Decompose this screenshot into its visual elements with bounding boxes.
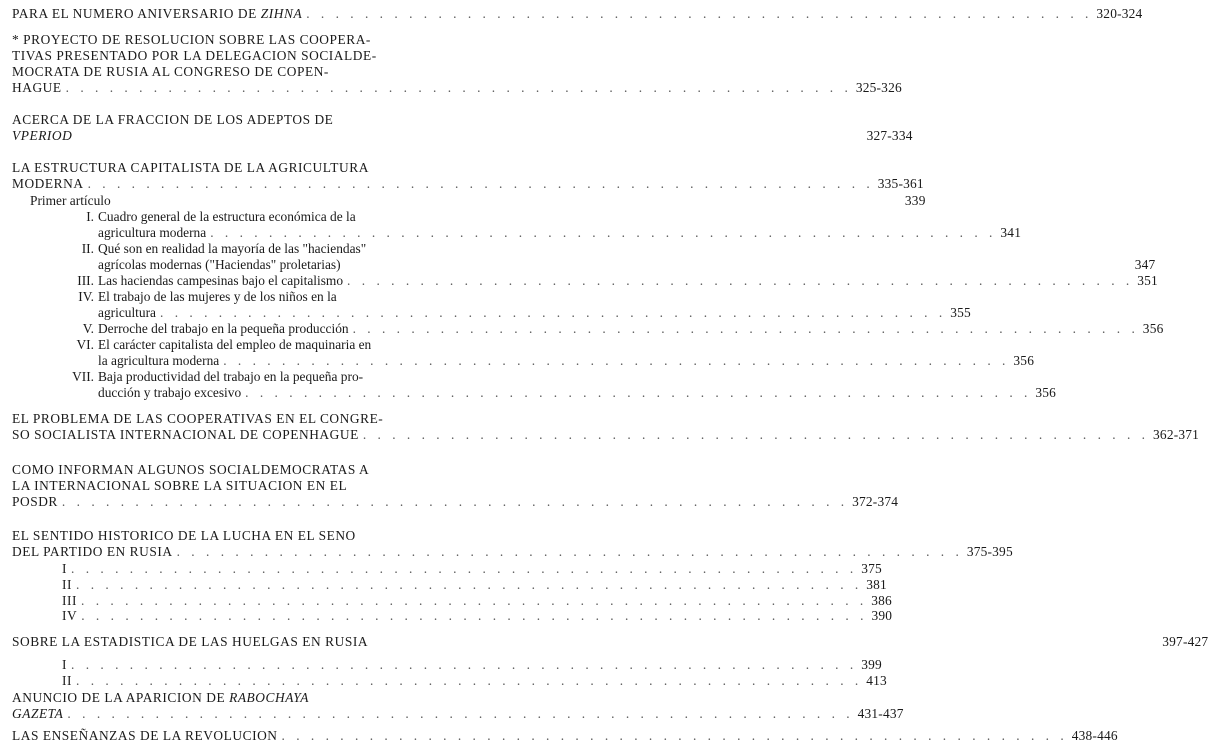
entry-title-line: EL SENTIDO HISTORICO DE LA LUCHA EN EL SENO [12,528,356,543]
entry-title-line: DEL PARTIDO EN RUSIA [12,544,173,559]
dot-leader: . . . . . . . . . . . . . . . . . . . . . . . . . . . . . . . . . . . . . . . . . . . . . . . . . . . . . . [281,728,1068,743]
page-number: 355 [950,305,971,320]
toc-entry-zihna[interactable] [12,6,1143,22]
part-number: I [62,561,68,576]
chapter-title-line: agricultura moderna [98,225,207,240]
entry-title-line: EL PROBLEMA DE LAS COOPERATIVAS EN EL CONGRE- [12,411,384,426]
chapter-number: II. [81,241,94,256]
page-number: 399 [861,657,882,672]
toc-chapter-4[interactable] [12,289,971,321]
dot-leader: . . . . . . . . . . . . . . . . . . . . . . . . . . . . . . . . . . . . . . . . . . . . . . . . . . . . . . [245,385,1032,400]
toc-chapter-7[interactable] [12,369,1057,401]
page-number: 347 [1134,257,1156,272]
chapter-title-line: Baja productividad del trabajo en la pequeña pro- [98,369,364,384]
dot-leader: . . . . . . . . . . . . . . . . . . . . . . . . . . . . . . . . . . . . . . . . . . . . . . . . . . . . . . [347,273,1134,288]
dot-leader: . . . . . . . . . . . . . . . . . . . . . . . . . . . . . . . . . . . . . . . . . . . . . . . . . . . . . . [76,673,863,688]
toc-sub-primer-articulo[interactable] [30,193,926,209]
toc-entry-estadistica-huelgas[interactable] [12,634,1208,650]
page-range: 438-446 [1071,728,1118,743]
dot-leader: . . . . . . . . . . . . . . . . . . . . . . . . . . . . . . . . . . . . . . . . . . . . . . . . . . . . . . [176,544,963,559]
dot-leader: . . . . . . . . . . . . . . . . . . . . . . . . . . . . . . . . . . . . . . . . . . . . . . . . . . . . . . [61,494,849,509]
dot-leader: . . . . . . . . . . . . . . . . . . . . . . . . . . . . . . . . . . . . . . . . . . . . . . . . . . . . . . [81,593,868,608]
page-number: 339 [904,193,926,208]
part-number: I [62,657,68,672]
page-number: 341 [1000,225,1022,240]
entry-title-line: LA ESTRUCTURA CAPITALISTA DE LA AGRICULTURA [12,160,369,175]
entry-title: SOBRE LA ESTADISTICA DE LAS HUELGAS EN RUSIA [12,634,369,649]
toc-part-2[interactable] [62,577,887,593]
page-number: 413 [866,673,887,688]
entry-title-line: SO SOCIALISTA INTERNACIONAL DE COPENHAGUE [12,427,359,442]
toc-entry-proyecto[interactable] [12,32,902,96]
toc-entry-cooperativas-copenhague[interactable] [12,411,1200,443]
page-range: 320-324 [1096,6,1143,21]
toc-entry-estructura-capitalista[interactable] [12,160,924,192]
sub-title: Primer artículo [30,193,111,208]
dot-leader: . . . . . . . . . . . . . . . . . . . . . . . . . . . . . . . . . . . . . . . . . . . . . . . . . . . . . . [76,577,863,592]
page-number: 381 [866,577,887,592]
chapter-number: VII. [72,369,94,384]
dot-leader: . . . . . . . . . . . . . . . . . . . . . . . . . . . . . . . . . . . . . . . . . . . . . . . . . . . . . . [160,305,947,320]
chapter-title-line: agrícolas modernas ("Haciendas" proletarias) [98,257,341,272]
entry-title: LAS ENSEÑANZAS DE LA REVOLUCION [12,728,278,743]
part-number: II [62,673,73,688]
part-number: II [62,577,73,592]
toc-part-4[interactable] [62,608,893,624]
toc-chapter-5[interactable] [12,321,1164,337]
dot-leader: . . . . . . . . . . . . . . . . . . . . . . . . . . . . . . . . . . . . . . . . . . . . . . . . . . . . . . [362,427,1150,442]
chapter-title-line: agricultura [98,305,156,320]
entry-title-line: VPERIOD [12,128,73,143]
italic-title: RABOCHAYA [229,690,309,705]
page-range: 327-334 [866,128,913,143]
dot-leader: . . . . . . . . . . . . . . . . . . . . . . . . . . . . . . . . . . . . . . . . . . . . . . . . . . . . . . [87,176,874,191]
entry-title-line: POSDR [12,494,58,509]
toc-entry-rabochaya-gazeta[interactable] [12,690,904,722]
toc-huelgas-part-2[interactable] [62,673,887,689]
chapter-number: IV. [78,289,94,304]
entry-title-line: MODERNA [12,176,84,191]
page-range: 375-395 [966,544,1013,559]
page-range: 397-427 [1162,634,1208,649]
entry-title-line: HAGUE [12,80,62,95]
italic-title: ZIHNA [260,6,303,21]
chapter-title-line: Qué son en realidad la mayoría de las "haciendas" [98,241,367,256]
chapter-number: I. [86,209,94,224]
part-number: III [62,593,78,608]
chapter-number: III. [77,273,94,288]
dot-leader: . . . . . . . . . . . . . . . . . . . . . . . . . . . . . . . . . . . . . . . . . . . . . . . . . . . . . . [67,706,854,721]
chapter-title-line: la agricultura moderna [98,353,220,368]
chapter-number: V. [82,321,94,336]
chapter-title-line: ducción y trabajo excesivo [98,385,242,400]
page-range: 362-371 [1153,427,1200,442]
toc-part-3[interactable] [62,593,892,609]
entry-title-line: TIVAS PRESENTADO POR LA DELEGACION SOCIALDE- [12,48,377,63]
chapter-title-line: El trabajo de las mujeres y de los niños en la [98,289,337,304]
page-number: 386 [871,593,892,608]
page-range: 325-326 [855,80,902,95]
entry-title-line: MOCRATA DE RUSIA AL CONGRESO DE COPEN- [12,64,329,79]
page-number: 375 [861,561,882,576]
dot-leader: . . . . . . . . . . . . . . . . . . . . . . . . . . . . . . . . . . . . . . . . . . . . . . . . . . . . . . [65,80,852,95]
entry-title-line: ANUNCIO DE LA APARICION DE RABOCHAYA [12,690,309,705]
dot-leader: . . . . . . . . . . . . . . . . . . . . . . . . . . . . . . . . . . . . . . . . . . . . . . . . . . . . . . [81,608,868,623]
page-number: 351 [1137,273,1158,288]
toc-chapter-3[interactable] [12,273,1158,289]
dot-leader: . . . . . . . . . . . . . . . . . . . . . . . . . . . . . . . . . . . . . . . . . . . . . . . . . . . . . . [71,657,858,672]
entry-title: PARA EL NUMERO ANIVERSARIO DE ZIHNA [12,6,303,21]
chapter-title-line: Las haciendas campesinas bajo el capitalismo [98,273,344,288]
page-number: 356 [1035,385,1057,400]
page-range: 372-374 [852,494,899,509]
entry-title-line: COMO INFORMAN ALGUNOS SOCIALDEMOCRATAS A [12,462,370,477]
page-number: 356 [1013,353,1035,368]
chapter-number: VI. [76,337,94,352]
chapter-title-line: Cuadro general de la estructura económica de la [98,209,356,224]
toc-part-1[interactable] [62,561,882,577]
page-range: 335-361 [877,176,924,191]
entry-title-line: GAZETA [12,706,64,721]
dot-leader: . . . . . . . . . . . . . . . . . . . . . . . . . . . . . . . . . . . . . . . . . . . . . . . . . . . . . . [71,561,858,576]
chapter-title-line: El carácter capitalista del empleo de maquinaria en [98,337,372,352]
dot-leader: . . . . . . . . . . . . . . . . . . . . . . . . . . . . . . . . . . . . . . . . . . . . . . . . . . . . . . [352,321,1139,336]
toc-chapter-6[interactable] [12,337,1035,369]
toc-entry-socialdemocratas-posdr[interactable] [12,462,899,510]
dot-leader: . . . . . . . . . . . . . . . . . . . . . . . . . . . . . . . . . . . . . . . . . . . . . . . . . . . . . . [306,6,1093,21]
entry-title-line: * PROYECTO DE RESOLUCION SOBRE LAS COOPERA- [12,32,371,47]
chapter-title-line: Derroche del trabajo en la pequeña producción [98,321,349,336]
toc-huelgas-part-1[interactable] [62,657,882,673]
part-number: IV [62,608,78,623]
page-number: 390 [871,608,893,623]
toc-chapter-2[interactable] [12,241,1156,273]
entry-title-line: ACERCA DE LA FRACCION DE LOS ADEPTOS DE [12,112,334,127]
toc-entry-sentido-historico[interactable] [12,528,1013,560]
page-number: 356 [1142,321,1164,336]
entry-title-line: LA INTERNACIONAL SOBRE LA SITUACION EN EL [12,478,348,493]
dot-leader: . . . . . . . . . . . . . . . . . . . . . . . . . . . . . . . . . . . . . . . . . . . . . . . . . . . . . . [210,225,997,240]
page-range: 431-437 [857,706,904,721]
toc-chapter-1[interactable] [12,209,1022,241]
toc-entry-vperiod[interactable] [12,112,913,144]
toc-entry-ensenanzas-revolucion[interactable] [12,728,1118,744]
dot-leader: . . . . . . . . . . . . . . . . . . . . . . . . . . . . . . . . . . . . . . . . . . . . . . . . . . . . . . [223,353,1010,368]
